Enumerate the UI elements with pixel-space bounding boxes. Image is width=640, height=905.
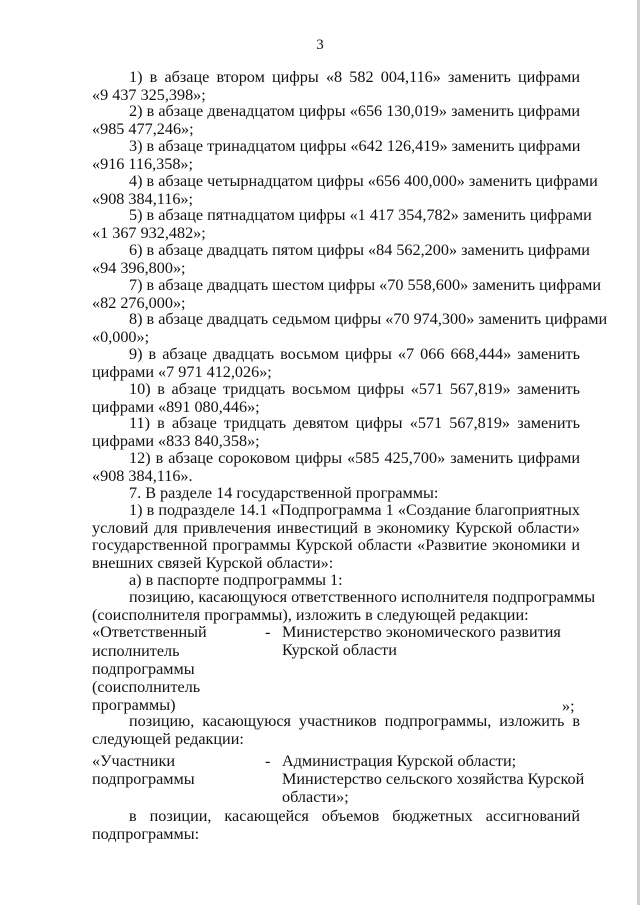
- paragraph-line: позицию, касающуюся участников подпрограммы, изложить в: [129, 712, 580, 730]
- list-item: 1) в абзаце втором цифры «8 582 004,116» заменить цифрами: [129, 68, 580, 86]
- list-item: цифрами «891 080,446»;: [92, 398, 260, 416]
- table-dash: -: [265, 752, 271, 770]
- list-item: 5) в абзаце пятнадцатом цифры «1 417 354,782» заменить цифрами: [129, 206, 592, 224]
- table-cell-label: «Участники: [92, 752, 175, 770]
- table-cell-label: подпрограммы: [92, 660, 195, 678]
- closing-quote: »;: [562, 697, 575, 715]
- table-cell-label: программы): [92, 696, 176, 714]
- list-item: 3) в абзаце тринадцатом цифры «642 126,419» заменить цифрами: [129, 137, 581, 155]
- list-item: 9) в абзаце двадцать восьмом цифры «7 066 668,444» заменить: [129, 345, 580, 363]
- list-item: «9 437 325,398»;: [92, 86, 206, 104]
- paragraph-line: следующей редакции:: [92, 730, 244, 748]
- page-number: 3: [316, 37, 324, 53]
- list-item: «82 276,000»;: [92, 294, 186, 312]
- paragraph-line: позицию, касающуюся ответственного исполнителя подпрограммы: [129, 588, 596, 606]
- list-item: цифрами «7 971 412,026»;: [92, 363, 272, 381]
- list-item: 10) в абзаце тридцать восьмом цифры «571 567,819» заменить: [129, 380, 580, 398]
- list-item: 12) в абзаце сороковом цифры «585 425,700» заменить цифрами: [129, 449, 580, 467]
- paragraph-line: внешних связей Курской области»:: [92, 554, 334, 572]
- list-item: 7) в абзаце двадцать шестом цифры «70 558,600» заменить цифрами: [129, 276, 602, 294]
- list-item: «0,000»;: [92, 328, 150, 346]
- table-cell-value: Министерство сельского хозяйства Курской: [282, 770, 585, 788]
- list-item: 2) в абзаце двенадцатом цифры «656 130,019» заменить цифрами: [129, 102, 580, 120]
- list-item: «94 396,800»;: [92, 259, 186, 277]
- list-item: 6) в абзаце двадцать пятом цифры «84 562,200» заменить цифрами: [129, 241, 590, 259]
- list-item: цифрами «833 840,358»;: [92, 432, 260, 450]
- list-item: «916 116,358»;: [92, 155, 194, 173]
- list-item: «1 367 932,482»;: [92, 224, 206, 242]
- paragraph-line: условий для привлечения инвестиций в экономику Курской области»: [92, 519, 580, 537]
- table-cell-value: области»;: [282, 788, 349, 806]
- table-cell-value: Администрация Курской области;: [282, 752, 517, 770]
- list-item: «908 384,116»;: [92, 190, 194, 208]
- list-item: 8) в абзаце двадцать седьмом цифры «70 974,300» заменить цифрами: [129, 310, 608, 328]
- list-item: «908 384,116».: [92, 467, 193, 485]
- list-item: «985 477,246»;: [92, 120, 194, 138]
- table-cell-label: «Ответственный: [92, 623, 207, 641]
- paragraph-line: 1) в подразделе 14.1 «Подпрограмма 1 «Создание благоприятных: [129, 501, 580, 519]
- table-cell-label: исполнитель: [92, 642, 180, 660]
- list-item: 11) в абзаце тридцать девятом цифры «571 567,819» заменить: [129, 414, 580, 432]
- paragraph-line: подпрограммы:: [92, 825, 200, 843]
- paragraph-line: а) в паспорте подпрограммы 1:: [129, 571, 343, 589]
- paragraph-line: (соисполнителя программы), изложить в следующей редакции:: [92, 606, 529, 624]
- table-cell-label: подпрограммы: [92, 770, 195, 788]
- table-cell-value: Курской области: [282, 641, 397, 659]
- table-cell-label: (соисполнитель: [92, 678, 201, 696]
- table-cell-value: Министерство экономического развития: [282, 623, 561, 641]
- paragraph-line: в позиции, касающейся объемов бюджетных ассигнований: [129, 807, 580, 825]
- table-dash: -: [265, 623, 271, 641]
- paragraph-line: государственной программы Курской области «Развитие экономики и: [92, 536, 580, 554]
- section-heading: 7. В разделе 14 государственной программы:: [129, 484, 439, 502]
- list-item: 4) в абзаце четырнадцатом цифры «656 400,000» заменить цифрами: [129, 172, 598, 190]
